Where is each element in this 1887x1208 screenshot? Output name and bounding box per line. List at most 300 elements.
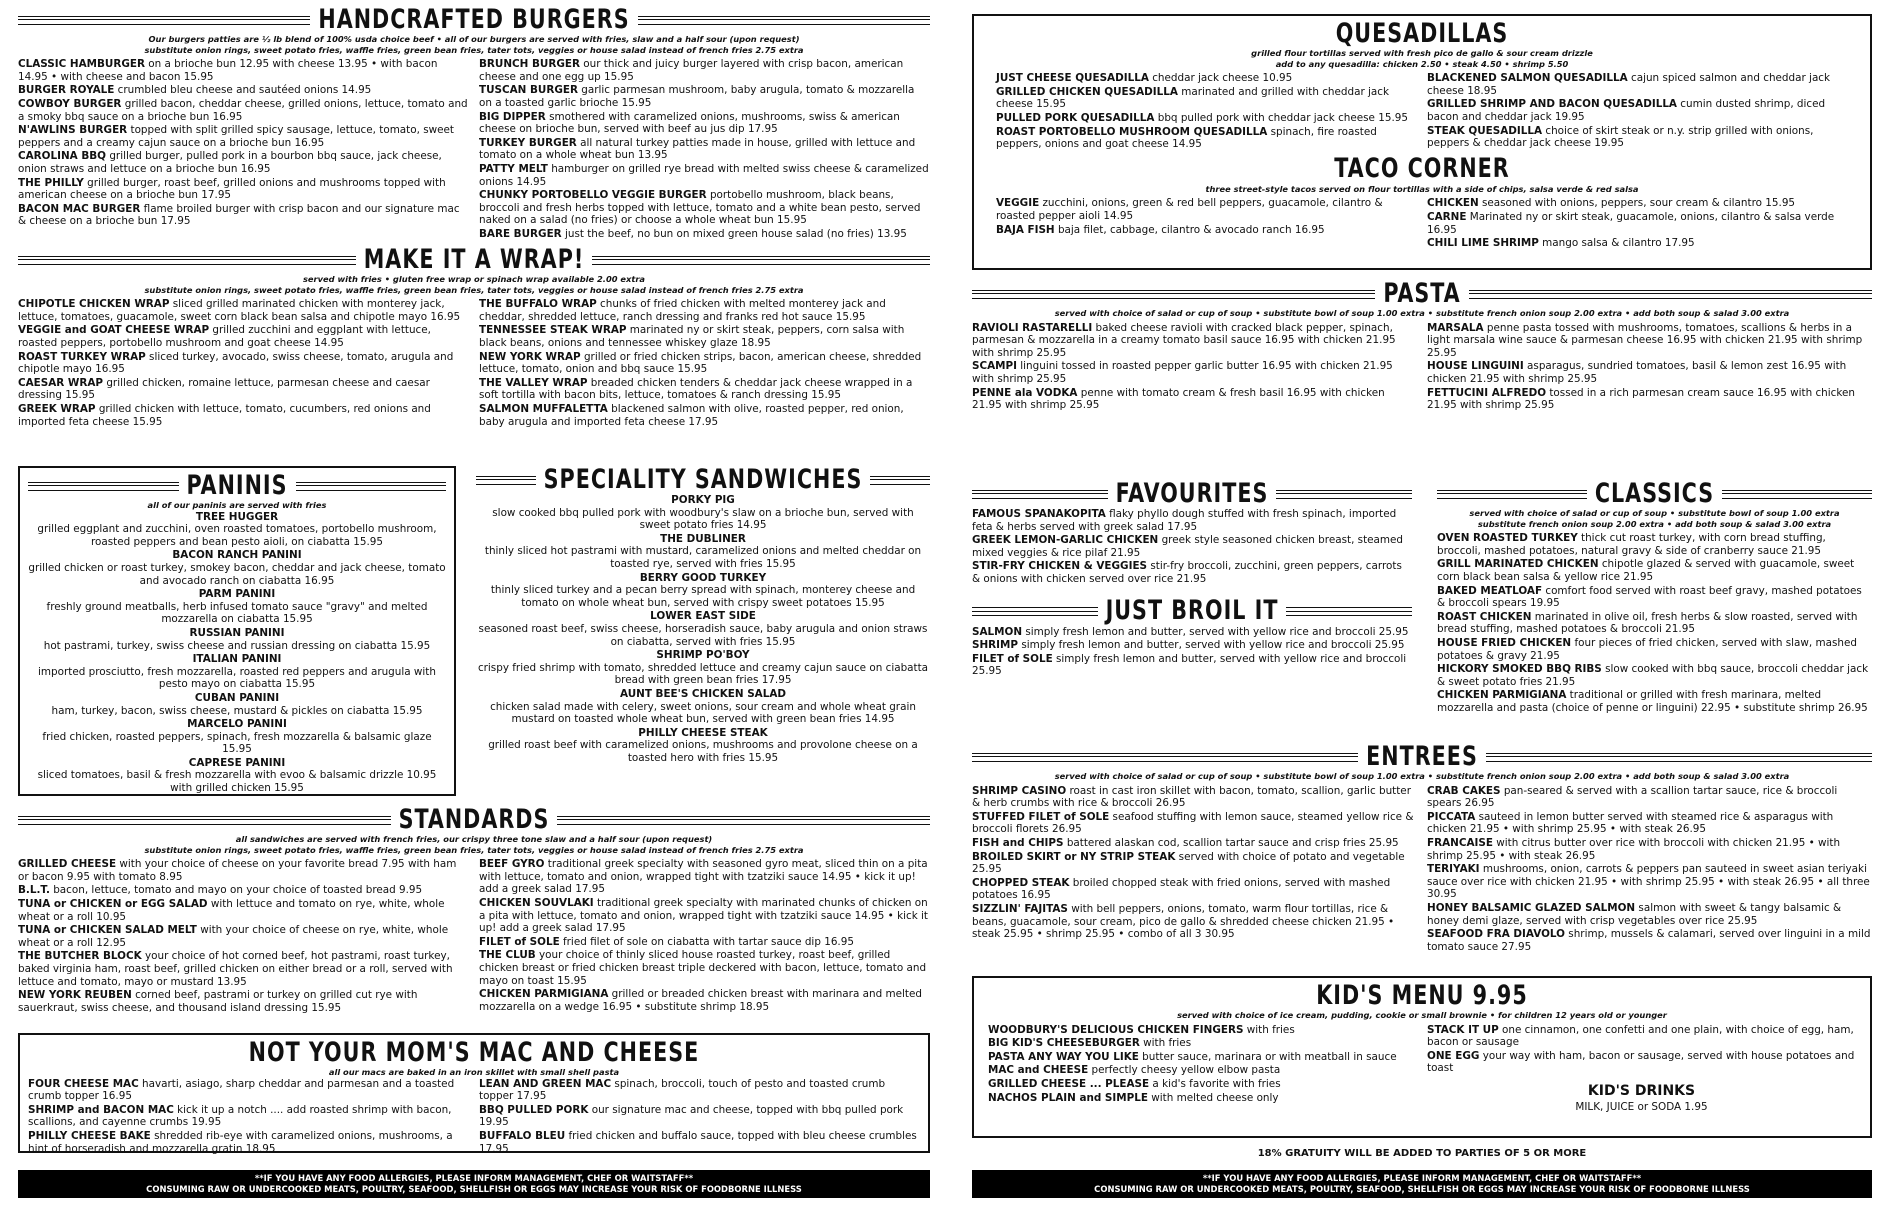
item-name: ROAST TURKEY WRAP (18, 350, 146, 363)
item-desc: hamburger on grilled rye bread with melted swiss cheese & caramelized onions 14.95 (479, 162, 929, 188)
item-desc: kick it up a notch .... add roasted shrimp with bacon, scallions, and cayenne crumbs 19.95 (28, 1103, 452, 1129)
menu-item (972, 851, 1417, 876)
item-desc: our signature mac and cheese, topped with bbq pulled pork 19.95 (479, 1103, 904, 1129)
menu-item (1437, 663, 1872, 688)
menu-item (18, 950, 469, 988)
item-desc: portobello mushroom, black beans, broccoli and fresh herbs topped with lettuce, tomato and a white bean pesto, served naked on a salad (no fries) or choose a whole wheat bun 15.95 (479, 189, 921, 227)
item-name: TUSCAN BURGER (479, 84, 578, 97)
menu-item (18, 58, 469, 83)
item-name: CHILI LIME SHRIMP (1427, 237, 1539, 250)
item-name: AUNT BEE'S CHICKEN SALAD (619, 687, 787, 700)
menu-item (1427, 837, 1872, 862)
item-desc: grilled eggplant and zucchini, oven roasted tomatoes, portobello mushroom, roasted peppers and bean pesto aioli, on ciabatta 15.95 (37, 523, 437, 548)
item-desc: on a brioche bun 12.95 with cheese 13.95 • with bacon 14.95 • with cheese and bacon 15.95 (18, 58, 438, 83)
menu-item (28, 1104, 469, 1129)
menu-item (972, 360, 1417, 385)
section-title: NOT YOUR MOM'S MAC AND CHEESE (248, 1037, 700, 1068)
item-name: ONE EGG (1427, 1049, 1480, 1062)
item-desc: traditional greek specialty with marinated chunks of chicken on a pita with lettuce, tomato and onion, wrapped tight with tzatziki sauce 14.95 • kick it up! add a greek salad 17.95 (479, 896, 929, 935)
item-name: PORKY PIG (671, 494, 735, 506)
item-desc: grilled chicken, romaine lettuce, parmesan cheese and caesar dressing 15.95 (18, 376, 430, 402)
entrees-section (972, 743, 1872, 954)
menu-item (479, 111, 930, 136)
item-name: JUST CHEESE QUESADILLA (996, 72, 1149, 85)
menu-item (988, 1037, 1417, 1050)
item-desc: pan-seared & served with a scallion tartar sauce, rice & broccoli spears 26.95 (1427, 784, 1838, 810)
item-desc: penne with tomato cream & fresh basil 16.95 with chicken 21.95 with shrimp 25.95 (972, 386, 1385, 412)
kids-drinks-title: KID'S DRINKS (1587, 1082, 1696, 1099)
item-name: RUSSIAN PANINI (189, 626, 285, 639)
menu-item (972, 785, 1417, 810)
item-desc: thinly sliced hot pastrami with mustard, caramelized onions and melted cheddar on toasted rye, served with fries 15.95 (484, 545, 922, 570)
allergy-footer: **IF YOU HAVE ANY FOOD ALLERGIES, PLEASE INFORM MANAGEMENT, CHEF OR WAITSTAFF** CONSUMING RAW OR UNDERCOOKED MEATS, POULTRY, SEAFOOD, SHELLFISH OR EGGS MAY INCREASE YOUR RISK OF FOODBORNE ILLNESS (18, 1170, 930, 1198)
menu-item (479, 324, 930, 349)
item-desc: ham, turkey, bacon, swiss cheese, mustard & pickles on ciabatta 15.95 (51, 704, 423, 717)
item-desc: cheddar jack cheese 10.95 (1148, 72, 1293, 85)
item-name: LOWER EAST SIDE (650, 610, 756, 623)
menu-item (988, 1064, 1417, 1077)
item-desc: fried chicken and buffalo sauce, topped with bleu cheese crumbles 17.95 (479, 1129, 917, 1155)
item-name: TUNA or CHICKEN SALAD MELT (18, 924, 197, 937)
item-name: STACK IT UP (1427, 1023, 1499, 1036)
item-desc: zucchini, onions, green & red bell peppers, guacamole, cilantro & roasted pepper aioli 14.95 (996, 197, 1383, 222)
menu-item (972, 837, 1417, 850)
item-desc: flaky phyllo dough stuffed with fresh spinach, imported feta & herbs served with greek salad 17.95 (972, 508, 1397, 533)
menu-item (479, 377, 930, 402)
item-name: BIG DIPPER (479, 110, 546, 123)
item-desc: topped with split grilled spicy sausage, lettuce, tomato, sweet peppers and a creamy cajun sauce on a brioche bun 16.95 (18, 124, 454, 149)
item-name: PHILLY CHEESE BAKE (28, 1129, 151, 1142)
item-desc: battered alaskan cod, scallion tartar sauce and crisp fries 25.95 (1063, 836, 1399, 849)
menu-item (1437, 532, 1872, 557)
menu-item (996, 72, 1417, 85)
item-desc: choice of skirt steak or n.y. strip grilled with onions, peppers & cheddar jack cheese 19.95 (1427, 124, 1814, 150)
item-name: GRILLED CHEESE (18, 858, 117, 871)
item-desc: seasoned with onions, peppers, sour cream & cilantro 15.95 (1478, 197, 1796, 210)
menu-item (972, 534, 1412, 559)
item-name: BROILED SKIRT or NY STRIP STEAK (972, 850, 1176, 863)
wraps-section (18, 246, 930, 429)
menu-item (1427, 902, 1872, 927)
menu-item (996, 197, 1417, 222)
menu-item (28, 692, 446, 717)
menu-item (996, 112, 1417, 125)
section-title: JUST BROIL IT (1105, 596, 1279, 627)
standards-section (18, 806, 930, 1015)
item-desc: baked cheese ravioli with cracked black pepper, spinach, parmesan & mozzarella in a creamy tomato basil sauce 16.95 with chicken 21.95 with shrimp 25.95 (972, 321, 1396, 359)
item-name: CAESAR WRAP (18, 376, 104, 389)
menu-item (479, 351, 930, 376)
menu-item (18, 351, 469, 376)
item-desc: cumin dusted shrimp, diced bacon and cheddar jack 19.95 (1427, 98, 1826, 123)
item-desc: broiled chopped steak with fried onions, served with mashed potatoes 16.95 (972, 876, 1391, 902)
item-name: SALMON (972, 625, 1023, 638)
item-desc: chipotle glazed & served with guacamole, sweet corn black bean salsa & yellow rice 21.95 (1437, 558, 1855, 583)
item-name: STIR-FRY CHICKEN & VEGGIES (972, 560, 1148, 573)
section-subtitle: grilled flour tortillas served with fresh pico de gallo & sour cream drizzle (1251, 48, 1593, 58)
menu-item (18, 377, 469, 402)
item-name: THE CLUB (479, 949, 536, 962)
item-desc: with your choice of cheese on rye, white, whole wheat or a roll 12.95 (18, 924, 449, 949)
item-desc: sliced tomatoes, basil & fresh mozzarella with evoo & balsamic drizzle 10.95 with grilled chicken 15.95 (37, 769, 437, 795)
item-name: CHICKEN SOUVLAKI (479, 896, 594, 909)
menu-item (479, 403, 930, 428)
item-desc: grilled chicken or roast turkey, smokey bacon, cheddar and jack cheese, tomato and avocado ranch on ciabatta 16.95 (28, 561, 446, 587)
item-desc: spinach, broccoli, touch of pesto and toasted crumb topper 17.95 (479, 1077, 886, 1103)
item-name: THE BUFFALO WRAP (479, 298, 597, 311)
menu-item (1427, 1024, 1856, 1049)
item-name: CHICKEN PARMIGIANA (479, 988, 609, 1001)
menu-item (988, 1092, 1417, 1105)
item-name: GRILLED CHEESE ... PLEASE (988, 1077, 1150, 1090)
item-name: SCAMPI (972, 360, 1017, 373)
item-desc: mushrooms, onion, carrots & peppers pan sauteed in sweet asian teriyaki sauce over rice with chicken 21.95 • with shrimp 25.95 • with steak 26.95 • all three 30.95 (1427, 863, 1870, 901)
item-name: PULLED PORK QUESADILLA (996, 111, 1155, 124)
menu-item (988, 1051, 1417, 1064)
section-title: QUESADILLAS (1335, 18, 1509, 49)
menu-item (479, 163, 930, 188)
item-name: PENNE ala VODKA (972, 386, 1078, 399)
kids-drinks: MILK, JUICE or SODA 1.95 (1575, 1100, 1708, 1113)
item-name: N'AWLINS BURGER (18, 124, 128, 137)
item-name: STUFFED FILET of SOLE (972, 810, 1110, 823)
item-desc: roast in cast iron skillet with bacon, tomato, scallion, garlic butter & herb crumbs with rice & broccoli 26.95 (972, 784, 1411, 810)
menu-item (18, 858, 469, 883)
item-name: ROAST PORTOBELLO MUSHROOM QUESADILLA (996, 125, 1268, 138)
favourites-section (972, 480, 1412, 679)
menu-item (1427, 785, 1872, 810)
item-name: SHRIMP CASINO (972, 784, 1067, 797)
specialty-section (476, 466, 930, 765)
item-name: GRILLED CHICKEN QUESADILLA (996, 85, 1178, 98)
menu-item (988, 1078, 1417, 1091)
menu-item (18, 324, 469, 349)
item-desc: flame broiled burger with crisp bacon and our signature mac & cheese on a brioche bun 17.95 (18, 202, 460, 228)
menu-item (476, 688, 930, 726)
section-title: MAKE IT A WRAP! (363, 244, 585, 275)
paninis-section (18, 466, 456, 796)
menu-item (18, 84, 469, 97)
item-desc: one cinnamon, one confetti and one plain, with choice of egg, ham, bacon or sausage (1427, 1023, 1854, 1049)
item-desc: traditional or grilled with fresh marinara, melted mozzarella and pasta (choice of penne or linguini) 22.95 • substitute shrimp 26.95 (1437, 689, 1868, 714)
item-desc: Marinated ny or skirt steak, guacamole, onions, cilantro & salsa verde 16.95 (1427, 210, 1835, 236)
item-desc: smothered with caramelized onions, mushrooms, swiss & american cheese on brioche bun, served with beef au jus dip 17.95 (479, 110, 900, 136)
item-name: BAJA FISH (996, 223, 1055, 236)
menu-item (972, 877, 1417, 902)
section-subtitle: substitute onion rings, sweet potato fries, waffle fries, green bean fries, tater tots, veggies or house salad instead of french fries 2.75 extra (144, 284, 804, 295)
item-desc: hot pastrami, turkey, swiss cheese and russian dressing on ciabatta 15.95 (43, 639, 431, 652)
section-subtitle: all our macs are baked in an iron skillet with small shell pasta (328, 1067, 620, 1077)
burgers-section (18, 6, 930, 242)
item-name: MARSALA (1427, 321, 1484, 334)
item-name: SHRIMP (972, 639, 1019, 652)
item-desc: comfort food served with roast beef gravy, mashed potatoes & broccoli spears 19.95 (1437, 584, 1862, 610)
item-name: FILET of SOLE (479, 935, 560, 948)
item-desc: sliced grilled marinated chicken with monterey jack, lettuce, tomatoes, guacamole, sweet corn black bean salsa and chipotle mayo 16.95 (18, 298, 461, 323)
item-name: BEEF GYRO (479, 858, 545, 871)
item-desc: grilled or fried chicken strips, bacon, american cheese, shredded lettuce, tomato, onion and bbq sauce 15.95 (479, 350, 922, 376)
item-desc: with citrus butter over rice with broccoli with chicken 21.95 • with shrimp 25.95 • with steak 26.95 (1427, 836, 1841, 862)
menu-item (996, 126, 1417, 151)
menu-item (972, 508, 1412, 533)
section-subtitle: served with choice of ice cream, pudding, cookie or small brownie • for children 12 years old or younger (1177, 1010, 1667, 1020)
item-name: SALMON MUFFALETTA (479, 402, 608, 415)
menu-item (479, 58, 930, 83)
menu-item (18, 898, 469, 923)
section-subtitle: all of our paninis are served with fries (147, 500, 327, 510)
item-desc: fried filet of sole on ciabatta with tartar sauce dip 16.95 (559, 935, 854, 948)
item-name: PICCATA (1427, 810, 1476, 823)
item-name: RAVIOLI RASTARELLI (972, 321, 1093, 334)
menu-item (28, 511, 446, 549)
item-desc: chicken salad made with celery, sweet onions, sour cream and whole wheat grain mustard on toasted whole wheat bun, served with green bean fries 14.95 (490, 700, 916, 726)
item-name: FAMOUS SPANAKOPITA (972, 508, 1106, 520)
menu-item (1427, 387, 1872, 412)
menu-item (476, 533, 930, 571)
item-desc: garlic parmesan mushroom, baby arugula, tomato & mozzarella on a toasted garlic brioche 15.95 (479, 84, 915, 109)
section-subtitle: substitute onion rings, sweet potato fries, waffle fries, green bean fries, tater tots, veggies or house salad instead of french fries 2.75 extra (144, 44, 804, 55)
menu-item (1427, 98, 1848, 123)
item-desc: stir-fry broccoli, zucchini, green peppers, carrots & onions with chicken served over rice 21.95 (972, 560, 1402, 585)
item-name: CLASSIC HAMBURGER (18, 58, 145, 71)
menu-item (28, 1130, 469, 1155)
item-name: GREEK WRAP (18, 402, 96, 415)
item-desc: grilled bacon, cheddar cheese, grilled onions, lettuce, tomato and a smoky bbq sauce on a brioche bun 16.95 (18, 97, 468, 123)
menu-item (479, 84, 930, 109)
item-desc: grilled burger, roast beef, grilled onions and mushrooms topped with american cheese on a brioche bun 17.95 (18, 176, 446, 202)
item-name: BLACKENED SALMON QUESADILLA (1427, 72, 1628, 85)
item-name: BERRY GOOD TURKEY (639, 571, 767, 584)
item-desc: sauteed in lemon butter served with steamed rice & asparagus with chicken 21.95 • with shrimp 25.95 • with steak 26.95 (1427, 810, 1834, 836)
section-title: STANDARDS (398, 804, 550, 835)
menu-item (476, 572, 930, 610)
allergy-footer: **IF YOU HAVE ANY FOOD ALLERGIES, PLEASE INFORM MANAGEMENT, CHEF OR WAITSTAFF** CONSUMING RAW OR UNDERCOOKED MEATS, POULTRY, SEAFOOD, SHELLFISH OR EGGS MAY INCREASE YOUR RISK OF FOODBORNE ILLNESS (972, 1170, 1872, 1198)
item-name: BACON MAC BURGER (18, 202, 141, 215)
item-name: STEAK QUESADILLA (1427, 124, 1543, 137)
menu-item (1427, 322, 1872, 360)
item-name: SEAFOOD FRA DIAVOLO (1427, 928, 1565, 941)
item-name: TERIYAKI (1427, 863, 1480, 876)
menu-item (28, 653, 446, 691)
item-desc: your way with ham, bacon or sausage, served with house potatoes and toast (1427, 1049, 1855, 1075)
menu-item (972, 811, 1417, 836)
section-title: FAVOURITES (1115, 478, 1269, 509)
item-desc: butter sauce, marinara or with meatball in sauce (1138, 1050, 1397, 1063)
item-desc: breaded chicken tenders & cheddar jack cheese wrapped in a soft tortilla with bacon bits, lettuce, tomatoes & ranch dressing 15.95 (479, 376, 913, 402)
section-title: CLASSICS (1594, 478, 1715, 509)
item-name: CAPRESE PANINI (188, 756, 286, 769)
item-desc: spinach, fire roasted peppers, onions and goat cheese 14.95 (996, 125, 1377, 151)
item-desc: slow cooked bbq pulled pork with woodbury's slaw on a brioche bun, served with sweet potato fries 14.95 (492, 506, 914, 532)
item-name: WOODBURY'S DELICIOUS CHICKEN FINGERS (988, 1023, 1244, 1036)
menu-item (1437, 637, 1872, 662)
right-menu-page (972, 6, 1872, 1202)
item-desc: crispy fried shrimp with tomato, shredded lettuce and creamy cajun sauce on ciabatta bread with green bean fries 17.95 (477, 661, 929, 687)
item-name: HICKORY SMOKED BBQ RIBS (1437, 663, 1602, 676)
item-name: MAC and CHEESE (988, 1064, 1089, 1077)
item-desc: our thick and juicy burger layered with crisp bacon, american cheese and one egg up 15.95 (479, 58, 904, 83)
item-desc: slow cooked with bbq sauce, broccoli cheddar jack & sweet potato fries 21.95 (1437, 663, 1869, 688)
item-name: PATTY MELT (479, 162, 548, 175)
item-desc: grilled burger, pulled pork in a bourbon bbq sauce, jack cheese, onion straws and lettuce on a brioche bun 16.95 (18, 150, 442, 175)
item-desc: just the beef, no bun on mixed green house salad (no fries) 13.95 (561, 227, 907, 240)
item-desc: bacon, lettuce, tomato and mayo on your choice of toasted bread 9.95 (49, 884, 423, 897)
item-name: CHICKEN (1427, 197, 1479, 210)
menu-item (479, 1078, 920, 1103)
item-desc: seafood stuffing with lemon sauce, steamed yellow rice & broccoli florets 26.95 (972, 810, 1414, 836)
menu-item (479, 228, 930, 241)
item-desc: a kid's favorite with fries (1149, 1077, 1281, 1090)
menu-item (1427, 360, 1872, 385)
menu-item (1437, 689, 1872, 714)
menu-item (1427, 928, 1872, 953)
item-name: LEAN AND GREEN MAC (479, 1077, 612, 1090)
item-desc: marinated ny or skirt steak, peppers, corn salsa with black beans, onions and tennessee whiskey glaze 18.95 (479, 324, 905, 349)
menu-item (1427, 863, 1872, 901)
menu-item (479, 897, 930, 935)
item-desc: with your choice of cheese on your favorite bread 7.95 with ham or bacon 9.95 with tomato 8.95 (18, 858, 457, 883)
section-subtitle: Our burgers patties are ½ lb blend of 100% usda choice beef • all of our burgers are served with fries, slaw and a half sour (upon request) (148, 34, 800, 44)
item-name: VEGGIE and GOAT CHEESE WRAP (18, 324, 210, 337)
menu-item (18, 98, 469, 123)
menu-item (479, 949, 930, 987)
menu-item (479, 137, 930, 162)
menu-item (28, 588, 446, 626)
menu-item (18, 150, 469, 175)
item-name: HOUSE LINGUINI (1427, 360, 1524, 373)
item-name: VEGGIE (996, 197, 1040, 210)
item-desc: mango salsa & cilantro 17.95 (1538, 237, 1695, 250)
item-desc: seasoned roast beef, swiss cheese, horseradish sauce, baby arugula and onion straws on ciabatta, served with fries 15.95 (478, 622, 928, 648)
item-name: OVEN ROASTED TURKEY (1437, 532, 1578, 545)
item-name: FISH and CHIPS (972, 836, 1064, 849)
menu-item (476, 494, 930, 532)
item-name: GRILLED SHRIMP AND BACON QUESADILLA (1427, 98, 1677, 111)
section-title: ENTREES (1366, 741, 1478, 772)
menu-item (28, 718, 446, 756)
menu-item (972, 653, 1412, 678)
classics-section (1437, 480, 1872, 716)
item-desc: marinated in olive oil, fresh herbs & slow roasted, served with bread stuffing, mashed potatoes & broccoli 21.95 (1437, 610, 1858, 636)
menu-item (1427, 1050, 1856, 1075)
item-desc: baja filet, cabbage, cilantro & avocado ranch 16.95 (1054, 223, 1325, 236)
menu-item (479, 298, 930, 323)
menu-item (476, 610, 930, 648)
section-title: PASTA (1383, 278, 1461, 309)
item-desc: grilled zucchini and eggplant with lettuce, roasted peppers, portobello mushroom and goat cheese 14.95 (18, 324, 431, 349)
item-name: BUFFALO BLEU (479, 1129, 566, 1142)
item-desc: marinated and grilled with cheddar jack cheese 15.95 (996, 85, 1390, 111)
menu-item (1437, 611, 1872, 636)
section-subtitle: served with choice of salad or cup of soup • substitute bowl of soup 1.00 extra (1469, 508, 1840, 518)
item-name: TREE HUGGER (195, 510, 279, 523)
item-name: HONEY BALSAMIC GLAZED SALMON (1427, 901, 1636, 914)
item-desc: grilled chicken with lettuce, tomato, cucumbers, red onions and imported feta cheese 15.95 (18, 402, 431, 428)
menu-item (1427, 211, 1848, 236)
mac-section (18, 1033, 930, 1153)
item-name: NACHOS PLAIN and SIMPLE (988, 1091, 1148, 1104)
menu-item (972, 387, 1417, 412)
menu-item (18, 298, 469, 323)
menu-item (28, 549, 446, 587)
item-desc: grilled or breaded chicken breast with marinara and melted mozzarella on a wedge 16.95 • substitute shrimp 18.95 (479, 988, 922, 1013)
item-name: GREEK LEMON-GARLIC CHICKEN (972, 534, 1159, 547)
menu-item (1427, 197, 1848, 210)
menu-item (479, 189, 930, 227)
menu-item (479, 988, 930, 1013)
item-desc: havarti, asiago, sharp cheddar and parmesan and a toasted crumb topper 16.95 (28, 1077, 455, 1103)
section-subtitle: substitute french onion soup 2.00 extra • add both soup & salad 3.00 extra (1477, 518, 1832, 529)
item-desc: simply fresh lemon and butter, served with yellow rice and broccoli 25.95 (1018, 639, 1405, 652)
item-desc: bbq pulled pork with cheddar jack cheese 15.95 (1154, 111, 1409, 124)
quesadillas-box (972, 14, 1872, 270)
item-desc: salmon with sweet & tangy balsamic & honey demi glaze, served with crisp vegetables over rice 25.95 (1427, 901, 1842, 927)
item-name: THE DUBLINER (660, 532, 746, 545)
item-desc: cajun spiced salmon and cheddar jack cheese 18.95 (1427, 72, 1831, 97)
item-name: CHIPOTLE CHICKEN WRAP (18, 298, 170, 311)
item-name: ROAST CHICKEN (1437, 610, 1532, 623)
menu-item (18, 203, 469, 228)
item-name: MARCELO PANINI (187, 718, 287, 731)
menu-item (972, 560, 1412, 585)
item-name: PHILLY CHEESE STEAK (638, 726, 768, 739)
item-name: SHRIMP and BACON MAC (28, 1103, 174, 1116)
item-desc: greek style seasoned chicken breast, steamed mixed veggies & rice pilaf 21.95 (972, 534, 1404, 559)
left-menu-page (18, 6, 930, 1202)
item-desc: fried chicken, roasted peppers, spinach, fresh mozzarella & balsamic glaze 15.95 (42, 730, 432, 756)
item-name: TENNESSEE STEAK WRAP (479, 324, 627, 337)
item-name: PARM PANINI (198, 588, 276, 601)
section-title: PANINIS (186, 470, 288, 501)
item-name: FETTUCINI ALFREDO (1427, 386, 1547, 399)
section-title: SPECIALITY SANDWICHES (543, 464, 863, 495)
menu-item (479, 1130, 920, 1155)
item-name: CHICKEN PARMIGIANA (1437, 689, 1567, 702)
menu-item (972, 626, 1412, 639)
item-desc: freshly ground meatballs, herb infused tomato sauce "gravy" and melted mozzarella on ciabatta 15.95 (46, 600, 428, 626)
item-name: CHOPPED STEAK (972, 876, 1070, 889)
item-name: BAKED MEATLOAF (1437, 584, 1543, 597)
section-subtitle: substitute onion rings, sweet potato fries, waffle fries, green bean fries, tater tots, veggies or house salad instead of french fries 2.75 extra (144, 844, 804, 855)
item-desc: thick cut roast turkey, with corn bread stuffing, broccoli, mashed potatoes, natural gravy & side of cranberry sauce 21.95 (1437, 532, 1826, 557)
item-name: NEW YORK WRAP (479, 350, 581, 363)
menu-item (28, 757, 446, 795)
item-desc: simply fresh lemon and butter, served with yellow rice and broccoli 25.95 (972, 652, 1407, 678)
item-desc: corned beef, pastrami or turkey on grilled cut rye with sauerkraut, swiss cheese, and thousand island dressing 15.95 (18, 989, 418, 1014)
item-name: BURGER ROYALE (18, 84, 115, 97)
item-name: THE PHILLY (18, 176, 84, 189)
item-name: COWBOY BURGER (18, 97, 122, 110)
menu-item (18, 924, 469, 949)
section-subtitle: served with choice of salad or cup of soup • substitute bowl of soup 1.00 extra • substitute french onion soup 2.00 extra • add both soup & salad 3.00 extra (1054, 308, 1790, 318)
item-name: CRAB CAKES (1427, 784, 1501, 797)
pasta-section (972, 280, 1872, 413)
gratuity-note: 18% GRATUITY WILL BE ADDED TO PARTIES OF 5 OR MORE (1257, 1148, 1587, 1159)
item-name: BIG KID'S CHEESEBURGER (988, 1037, 1140, 1050)
item-desc: penne pasta tossed with mushrooms, tomatoes, scallions & herbs in a light marsala wine sauce & parmesan cheese 16.95 with chicken 21.95 with shrimp 25.95 (1427, 321, 1863, 359)
item-name: GRILL MARINATED CHICKEN (1437, 558, 1599, 571)
menu-item (1427, 72, 1848, 97)
item-name: BARE BURGER (479, 227, 562, 240)
item-desc: grilled roast beef with caramelized onions, mushrooms and provolone cheese on a toasted hero with fries 15.95 (488, 739, 918, 764)
item-desc: with fries (1243, 1023, 1295, 1036)
item-name: HOUSE FRIED CHICKEN (1437, 636, 1572, 649)
menu-item (996, 86, 1417, 111)
item-desc: imported prosciutto, fresh mozzarella, roasted red peppers and arugula with pesto mayo on ciabatta 15.95 (38, 665, 436, 691)
menu-item (972, 903, 1417, 941)
section-title: HANDCRAFTED BURGERS (318, 4, 630, 35)
item-name: FRANCAISE (1427, 836, 1493, 849)
